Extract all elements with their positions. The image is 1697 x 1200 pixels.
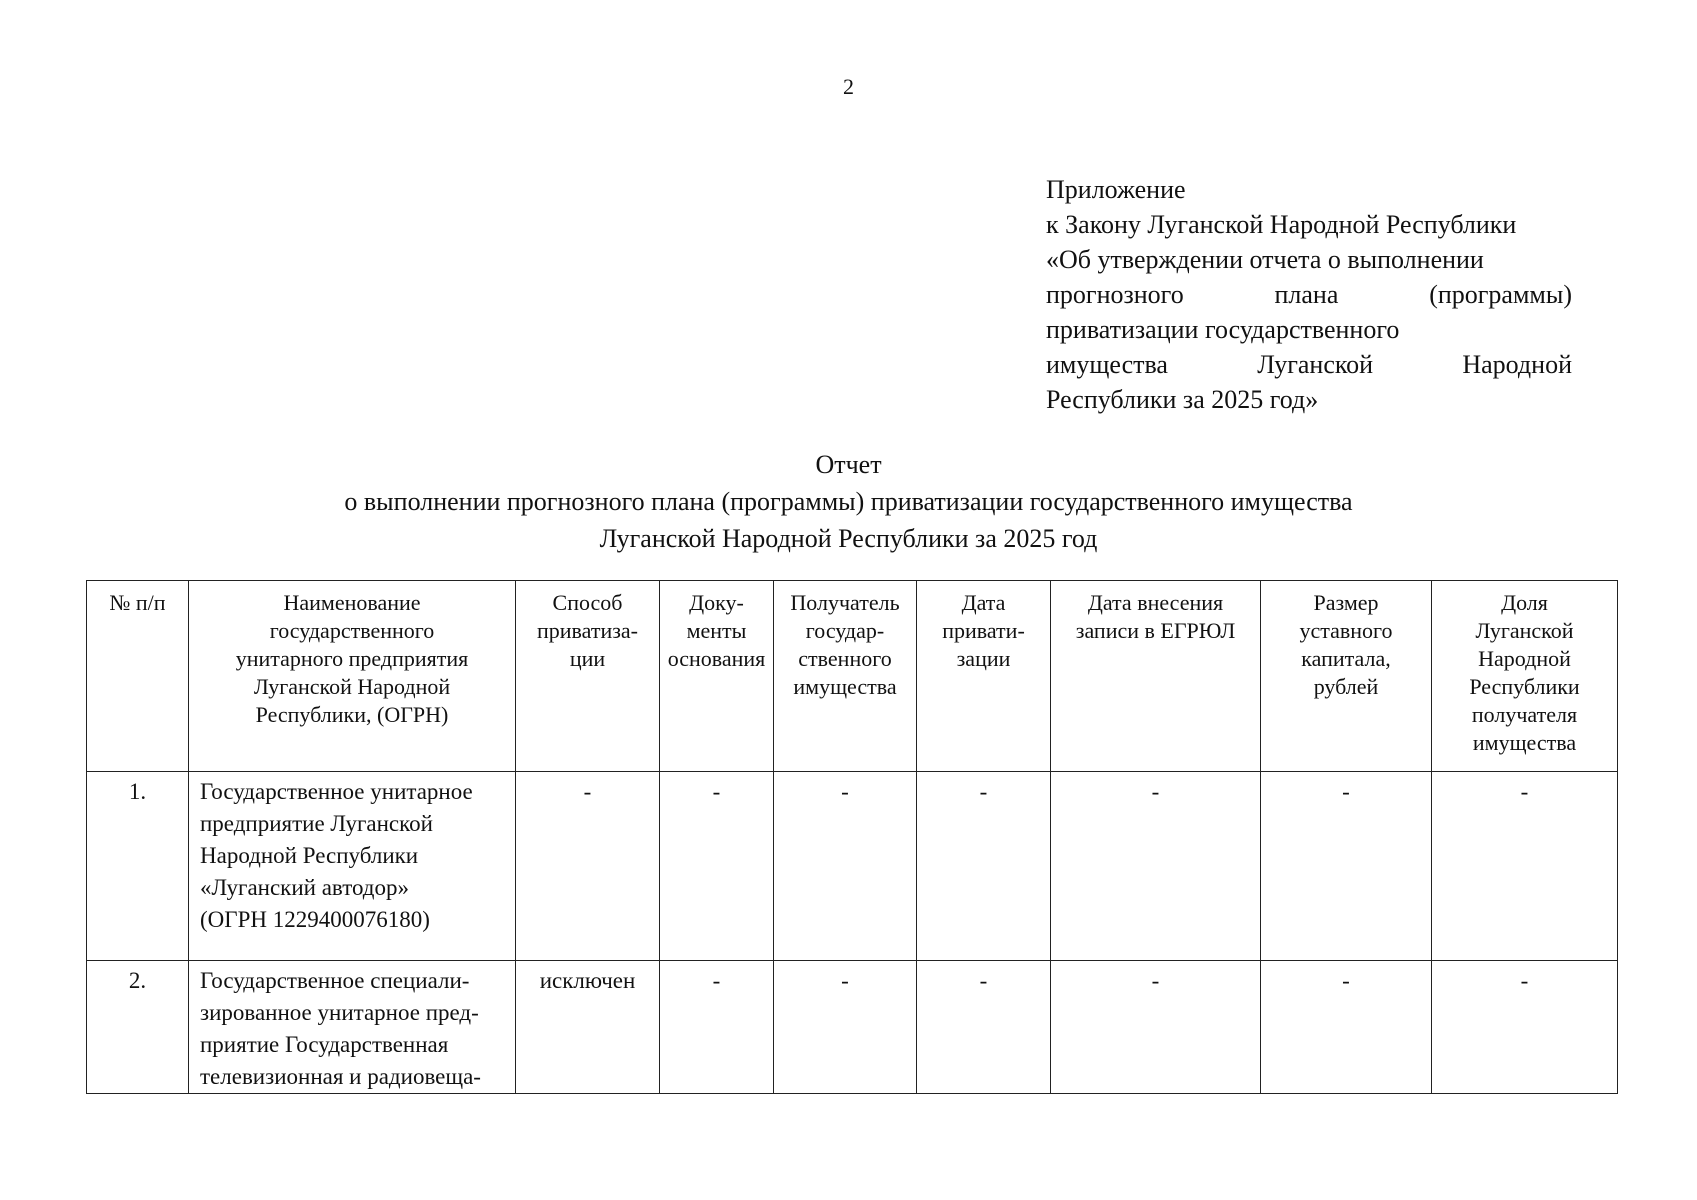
header-cell-egrul-date: Дата внесения записи в ЕГРЮЛ	[1051, 581, 1261, 772]
cell-share: -	[1432, 772, 1618, 961]
cell-share: -	[1432, 961, 1618, 1094]
report-title-line: Луганской Народной Республики за 2025 год	[599, 524, 1098, 553]
appendix-line: приватизации государственного	[1046, 315, 1400, 344]
appendix-word: Луганской	[1257, 350, 1374, 379]
cell-privatization-date: -	[917, 961, 1051, 1094]
cell-capital: -	[1261, 961, 1432, 1094]
cell-egrul-date: -	[1051, 772, 1261, 961]
cell-enterprise-name: Государственное унитарное предприятие Луганской Народной Республики «Луганский автодор» (ОГРН 1229400076180)	[189, 772, 516, 961]
appendix-line-justified	[1046, 277, 1572, 312]
appendix-block	[1046, 172, 1572, 417]
cell-recipient: -	[774, 772, 917, 961]
header-cell-number: № п/п	[87, 581, 189, 772]
privatization-report-table	[86, 580, 1618, 1094]
appendix-line: Республики за 2025 год»	[1046, 385, 1319, 414]
header-cell-documents: Доку- менты основания	[660, 581, 774, 772]
cell-number: 2.	[87, 961, 189, 1094]
header-cell-privatization-date: Дата привати- зации	[917, 581, 1051, 772]
cell-privatization-date: -	[917, 772, 1051, 961]
appendix-word: плана	[1274, 280, 1339, 309]
header-cell-enterprise-name: Наименование государственного унитарного предприятия Луганской Народной Республики, (ОГРН)	[189, 581, 516, 772]
cell-documents: -	[660, 772, 774, 961]
header-cell-recipient: Получатель государ- ственного имущества	[774, 581, 917, 772]
cell-number: 1.	[87, 772, 189, 961]
appendix-line: «Об утверждении отчета о выполнении	[1046, 245, 1484, 274]
appendix-word: имущества	[1046, 350, 1168, 379]
appendix-word: прогнозного	[1046, 280, 1184, 309]
cell-enterprise-name: Государственное специали- зированное унитарное пред- приятие Государственная телевизионная и радиовеща-	[189, 961, 516, 1094]
appendix-line-justified	[1046, 347, 1572, 382]
table-row	[87, 772, 1618, 961]
report-title-line: о выполнении прогнозного плана (программы) приватизации государственного имущества	[344, 487, 1353, 516]
table-row	[87, 961, 1618, 1094]
report-title-line: Отчет	[815, 450, 882, 479]
appendix-word: Народной	[1462, 350, 1572, 379]
header-cell-share: Доля Луганской Народной Республики получателя имущества	[1432, 581, 1618, 772]
header-cell-capital: Размер уставного капитала, рублей	[1261, 581, 1432, 772]
cell-egrul-date: -	[1051, 961, 1261, 1094]
appendix-word: (программы)	[1429, 280, 1572, 309]
header-cell-method: Способ приватиза- ции	[516, 581, 660, 772]
cell-capital: -	[1261, 772, 1432, 961]
cell-method: -	[516, 772, 660, 961]
cell-recipient: -	[774, 961, 917, 1094]
report-title	[0, 446, 1697, 557]
page-number: 2	[843, 74, 854, 99]
appendix-line: к Закону Луганской Народной Республики	[1046, 210, 1517, 239]
cell-method: исключен	[516, 961, 660, 1094]
appendix-line: Приложение	[1046, 175, 1186, 204]
cell-documents: -	[660, 961, 774, 1094]
table-header-row	[87, 581, 1618, 772]
